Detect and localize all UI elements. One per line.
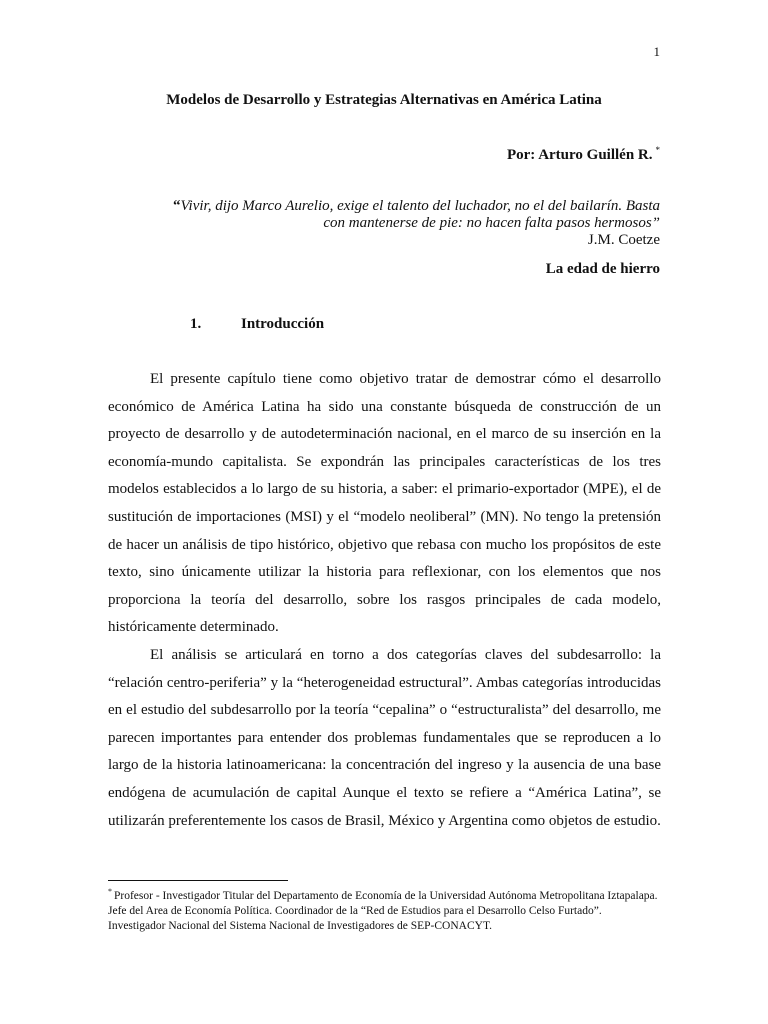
paragraph: El presente capítulo tiene como objetivo tratar de demostrar cómo el desarrollo económico de América Latina ha sido una constante búsqueda de construcción de un proyecto de desarrollo y de autodeterminación nacional, en el marco de su inserción en la economía-mundo capitalista. Se expondrán las principales características de los tres modelos establecidos a lo largo de su historia, a saber: el primario-exportador (MPE), el de sustitución de importaciones (MSI) y el “modelo neoliberal” (MN). No tengo la pretensión de hacer un análisis de tipo histórico, objetivo que rebasa con mucho los propósitos de este texto, sino únicamente utilizar la historia para reflexionar, con los elementos que nos proporciona la teoría del desarrollo, sobre los rasgos principales de cada modelo, históricamente determinado.	[108, 371, 661, 636]
document-title: Modelos de Desarrollo y Estrategias Alternativas en América Latina	[166, 92, 602, 108]
epigraph-author: J.M. Coetze	[587, 232, 660, 248]
section-number: 1.	[190, 316, 202, 332]
footnote-separator	[108, 880, 288, 881]
paragraph: El análisis se articulará en torno a dos categorías claves del subdesarrollo: la “relación centro-periferia” y la “heterogeneidad estructural”. Ambas categorías introducidas en el estudio del subdesarrollo por la teoría “cepalina” o “estructuralista” del desarrollo, me parecen importantes para entender dos problemas fundamentales que se reproducen a lo largo de la historia latinoamericana: la concentración del ingreso y la ausencia de una base endógena de acumulación de capital Aunque el texto se refiere a “América Latina”, se utilizarán preferentemente los casos de Brasil, México y Argentina como objetos de estudio.	[108, 646, 661, 829]
epigraph-book-title: La edad de hierro	[545, 261, 660, 277]
section-title: Introducción	[241, 316, 325, 332]
epigraph-quote-line-1: Vivir, dijo Marco Aurelio, exige el talento del luchador, no el del bailarín. Basta	[180, 198, 660, 214]
epigraph-line-1	[140, 198, 660, 215]
author-footnote-marker: *	[655, 145, 660, 155]
footnote-marker: *	[108, 887, 112, 896]
epigraph	[140, 198, 660, 249]
author-name: Por: Arturo Guillén R.	[506, 147, 653, 163]
body-text	[108, 366, 661, 835]
epigraph-quote-line-2: con mantenerse de pie: no hacen falta pasos hermosos”	[323, 215, 660, 231]
footnote-text: Profesor - Investigador Titular del Departamento de Economía de la Universidad Autónoma Metropolitana Iztapalapa. Jefe del Area de Economía Política. Coordinador de la “Red de Estudios para el Desarrollo Celso Furtado”. Investigador Nacional del Sistema Nacional de Investigadores de SEP-CONACYT.	[108, 889, 658, 932]
footnote	[108, 884, 661, 934]
byline	[507, 145, 660, 164]
page-number: 1	[653, 44, 660, 59]
epigraph-open-quote: “	[172, 198, 181, 214]
section-heading	[190, 316, 324, 333]
